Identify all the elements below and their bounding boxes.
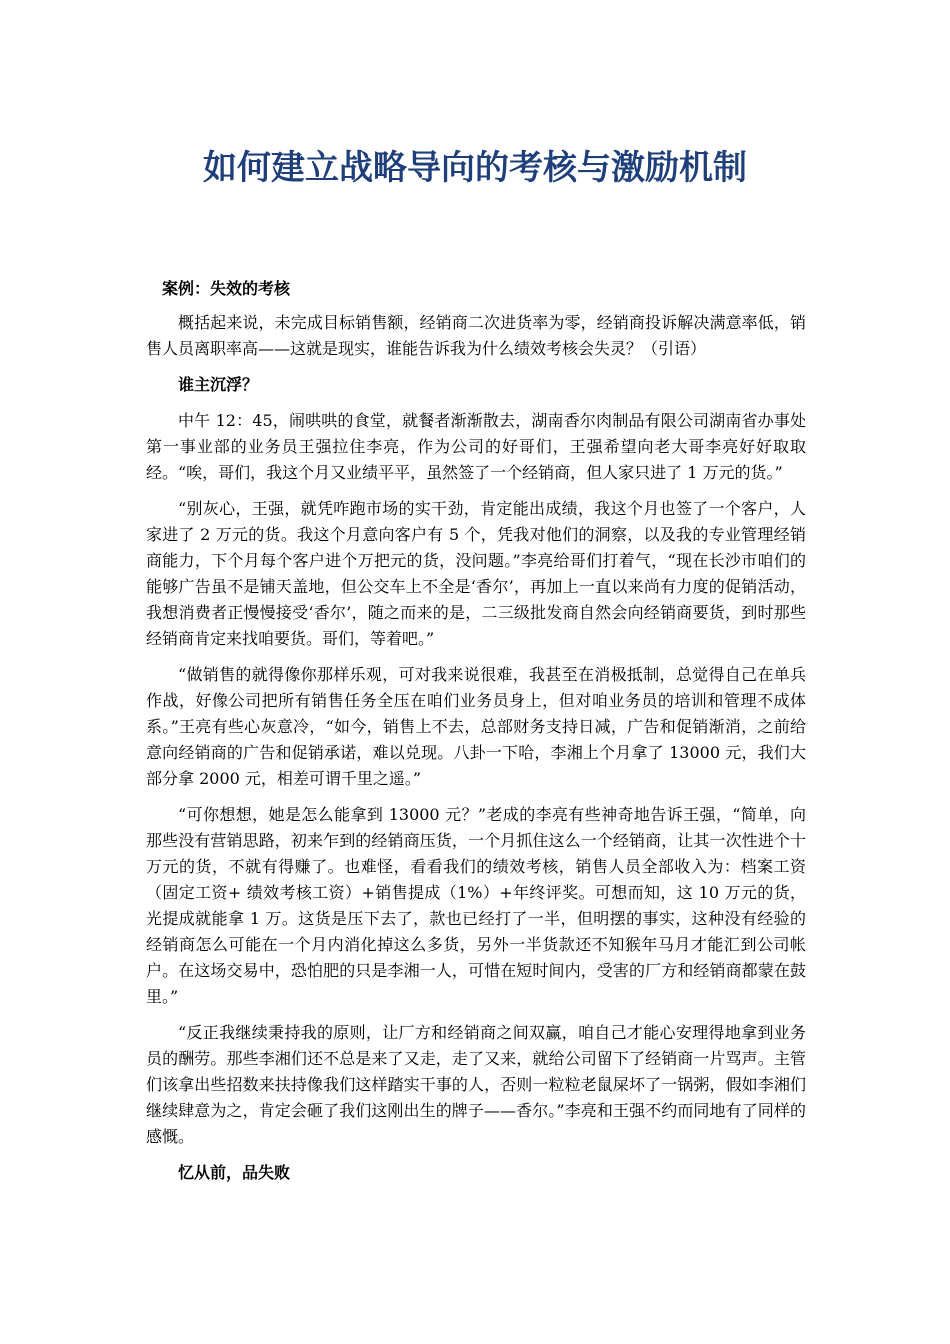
document-body bbox=[146, 276, 806, 1196]
intro-paragraph: 概括起来说，未完成目标销售额，经销商二次进货率为零，经销商投诉解决满意率低，销售人员离职率高——这就是现实，谁能告诉我为什么绩效考核会失灵？（引语） bbox=[146, 313, 806, 358]
case-heading: 案例：失效的考核 bbox=[162, 279, 291, 298]
subheading-who-decides: 谁主沉浮？ bbox=[178, 375, 259, 394]
body-paragraph: “反正我继续秉持我的原则，让厂方和经销商之间双赢，咱自己才能心安理得地拿到业务员的酬劳。那些李湘们还不总是来了又走，走了又来，就给公司留下了经销商一片骂声。主管们该拿出些招数来扶持像我们这样踏实干事的人，否则一粒粒老鼠屎坏了一锅粥，假如李湘们继续肆意为之，肯定会砸了我们这刚出生的牌子——香尔。”李亮和王强不约而同地有了同样的感慨。 bbox=[146, 1023, 806, 1146]
body-paragraph: “做销售的就得像你那样乐观，可对我来说很难，我甚至在消极抵制，总觉得自己在单兵作战，好像公司把所有销售任务全压在咱们业务员身上，但对咱业务员的培训和管理不成体系。”王亮有些心灰意冷，“如今，销售上不去，总部财务支持日减，广告和促销渐消，之前给意向经销商的广告和促销承诺，难以兑现。八卦一下哈，李湘上个月拿了 13000 元，我们大部分拿 2000 元，相差可谓千里之遥。” bbox=[146, 665, 806, 788]
document-title: 如何建立战略导向的考核与激励机制 bbox=[203, 148, 747, 188]
body-paragraph: “可你想想，她是怎么能拿到 13000 元？”老成的李亮有些神奇地告诉王强，“简单，向那些没有营销思路，初来乍到的经销商压货，一个月抓住这么一个经销商，让其一次性进个十万元的货，不就有得赚了。也难怪，看看我们的绩效考核，销售人员全部收入为：档案工资（固定工资+ 绩效考核工资）+销售提成（1%）+年终评奖。可想而知，这 10 万元的货，光提成就能拿 1 万。这货是压下去了，款也已经打了一半，但明摆的事实，这种没有经验的经销商怎么可能在一个月内消化掉这么多货，另外一半货款还不知猴年马月才能汇到公司帐户。在这场交易中，恐怕肥的只是李湘一人，可惜在短时间内，受害的厂方和经销商都蒙在鼓里。” bbox=[146, 805, 806, 1006]
body-paragraph: “别灰心，王强，就凭咋跑市场的实干劲，肯定能出成绩，我这个月也签了一个客户，人家进了 2 万元的货。我这个月意向客户有 5 个，凭我对他们的洞察，以及我的专业管理经销商能力，下个月每个客户进个万把元的货，没问题。”李亮给哥们打着气，“现在长沙市咱们的能够广告虽不是铺天盖地，但公交车上不全是‘香尔’，再加上一直以来尚有力度的促销活动，我想消费者正慢慢接受‘香尔’，随之而来的是，二三级批发商自然会向经销商要货，到时那些经销商肯定来找咱要货。哥们，等着吧。” bbox=[146, 499, 806, 648]
body-paragraph: 中午 12：45，闹哄哄的食堂，就餐者渐渐散去，湖南香尔肉制品有限公司湖南省办事处第一事业部的业务员王强拉住李亮，作为公司的好哥们，王强希望向老大哥李亮好好取取经。“唉，哥们，我这个月又业绩平平，虽然签了一个经销商，但人家只进了 1 万元的货。” bbox=[146, 411, 806, 482]
subheading-recall-past: 忆从前，品失败 bbox=[178, 1163, 291, 1182]
